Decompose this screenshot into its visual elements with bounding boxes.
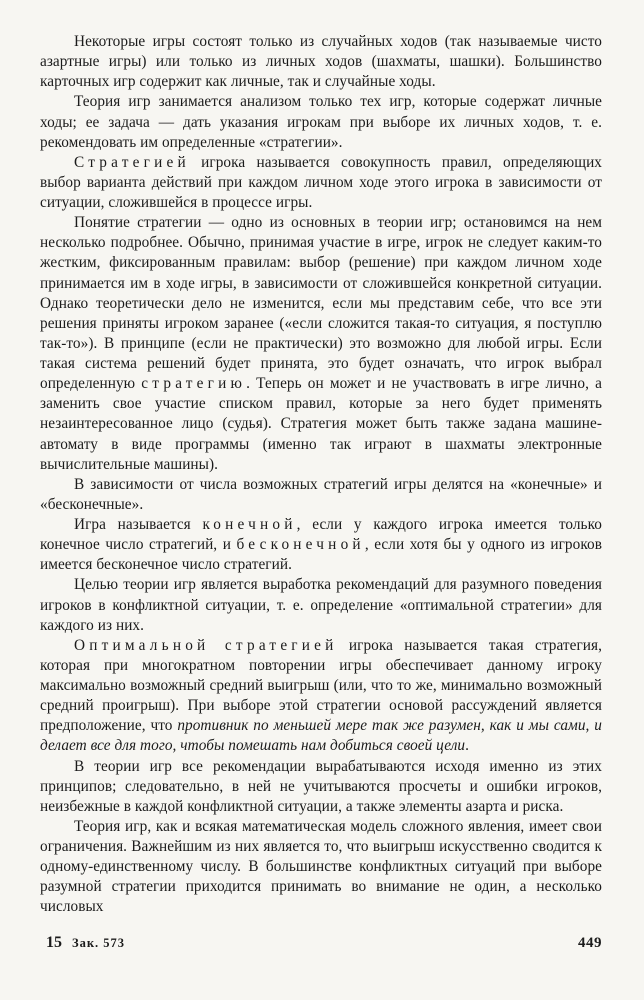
text-run: Целью теории игр является выработка рекомендаций для разумного поведения игроков в конфликтной ситуации, т. е. определение «оптимальной стратегии» для каждого из них. — [40, 576, 602, 634]
paragraph — [40, 213, 602, 475]
text-run: игрока называется совокупность правил, определяющих выбор варианта действий при каждом личном ходе этого игрока в зависимости от ситуации, сложившейся в процессе игры. — [40, 153, 602, 211]
page-footer — [46, 934, 602, 952]
text-run: . — [465, 737, 470, 755]
text-run: В зависимости от числа возможных стратегий игры делятся на «конечные» и «бесконечные». — [40, 475, 602, 513]
paragraph — [40, 817, 602, 918]
paragraph — [40, 515, 602, 575]
printer-signature — [46, 934, 125, 952]
text-run: Некоторые игры состоят только из случайных ходов (так называемые чисто азартные игры) или только из личных ходов (шахматы, шашки). Большинство карточных игр содержит как личные, так и случайные ходы. — [40, 33, 602, 91]
italic-text: противник по меньшей мере так же разумен, как и мы сами, и делает все для того, чтобы помешать нам добиться своей цели — [40, 717, 602, 755]
text-run: Теория игр, как и всякая математическая модель сложного явления, имеет свои ограничения. Важнейшим из них является то, что выигрыш искусственно сводится к одному-единственному числу. В большинстве конфликтных ситуаций при выборе разумной стратегии приходится принимать во внимание не один, а несколько числовых — [40, 817, 602, 916]
text-run: игрока называется такая стратегия, которая при многократном повторении игры обеспечивает данному игроку максимально возможный средний выигрыш (или, что то же, минимально возможный средний проигрыш). При выборе этой стратегии основой рассуждений является предположение, что — [40, 636, 602, 735]
text-run: Понятие стратегии — одно из основных в теории игр; остановимся на нем несколько подробнее. Обычно, принимая участие в игре, игрок не следует каким-то жестким, фиксированным правилам: выбор (решение) при каждом личном ходе принимается им в ходе игры, в зависимости от сложившейся конкретной ситуации. Однако теоретически дело не изменится, если мы представим себе, что все эти решения приняты игроком заранее («если сложится такая-то ситуация, я поступлю так-то»). В принципе (если не практически) это возможно для любой игры. Если такая система решений будет принята, это будет означать, что игрок выбрал определенную — [40, 214, 602, 393]
emphasized-term: конечной — [202, 516, 297, 533]
text-run: Игра называется — [74, 516, 203, 533]
paragraph — [40, 153, 602, 213]
emphasized-term: стратегию — [141, 375, 247, 393]
page-body-text — [40, 32, 602, 918]
paragraph — [40, 475, 602, 515]
paragraph — [40, 636, 602, 757]
order-number: Зак. 573 — [72, 936, 126, 950]
text-run: . Теперь он может и не участвовать в игре лично, а заменить свое участие списком правил, которые за него будет применять незаинтересованное лицо (судья). Стратегия может быть также задана машине-автомату в виде программы (именно так играют в шахматы электронные вычислительные машины). — [40, 375, 602, 473]
paragraph — [40, 575, 602, 635]
page-number: 449 — [578, 935, 602, 951]
paragraph — [40, 92, 602, 152]
text-run: , если хотя бы у одного из игроков имеется бесконечное число стратегий. — [40, 536, 602, 574]
signature-number: 15 — [46, 934, 62, 951]
emphasized-term: бесконечной — [236, 536, 365, 554]
text-run: Теория игр занимается анализом только тех игр, которые содержат личные ходы; ее задача — дать указания игрокам при выборе их личных ходов, т. е. рекомендовать им определенные «стратегии». — [40, 93, 602, 151]
emphasized-term: Оптимальной стратегией — [74, 636, 338, 654]
emphasized-term: Стратегией — [74, 153, 190, 171]
text-run: В теории игр все рекомендации вырабатываются исходя именно из этих принципов; следовательно, в ней не учитываются просчеты и ошибки игроков, неизбежные в каждой конфликтной ситуации, а также элементы азарта и риска. — [40, 757, 602, 815]
paragraph — [40, 32, 602, 92]
paragraph — [40, 757, 602, 817]
text-run: , если у каждого игрока имеется только конечное число стратегий, и — [40, 516, 602, 554]
